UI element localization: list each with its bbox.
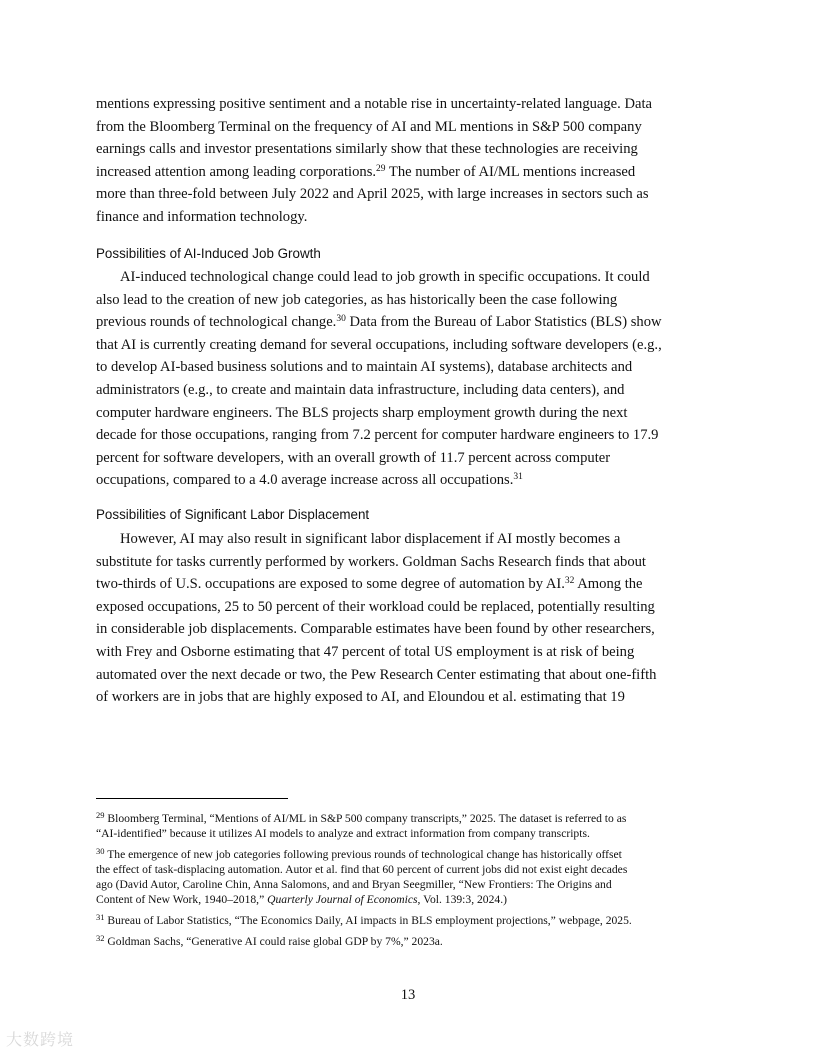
text-run: computer hardware engineers. The BLS projects sharp employment growth during the next (96, 404, 628, 421)
text-run: “AI-identified” because it utilizes AI models to analyze and extract information from company transcripts. (96, 827, 590, 840)
text-run: of workers are in jobs that are highly exposed to AI, and Eloundou et al. estimating that 19 (96, 689, 625, 706)
footnote-ref: 31 (96, 912, 105, 922)
footnote-line (96, 862, 736, 877)
text-run: exposed occupations, 25 to 50 percent of their workload could be replaced, potentially resulting (96, 598, 655, 615)
watermark-text: 大数跨境 (6, 1030, 75, 1049)
text-run: two-thirds of U.S. occupations are exposed to some degree of automation by AI. (96, 576, 565, 593)
paragraph-labor-displacement (96, 528, 736, 709)
watermark-logo (6, 1027, 74, 1050)
text-line (96, 289, 736, 312)
footnote-line (96, 847, 736, 862)
text-run: However, AI may also result in significant labor displacement if AI mostly becomes a (120, 531, 621, 547)
text-line (96, 528, 736, 551)
text-run: Goldman Sachs, “Generative AI could raise global GDP by 7%,” 2023a. (104, 935, 443, 948)
footnote (96, 847, 736, 907)
text-run: also lead to the creation of new job categories, as has historically been the case following (96, 291, 618, 308)
text-line (96, 334, 736, 357)
text-line (96, 618, 736, 641)
text-line (96, 664, 736, 687)
text-run: decade for those occupations, ranging from 7.2 percent for computer hardware engineers to 17.9 (96, 427, 659, 444)
text-line (96, 379, 736, 402)
text-run: occupations, compared to a 4.0 average increase across all occupations. (96, 472, 514, 489)
footnote-line (96, 811, 736, 826)
footnote-line (96, 877, 736, 892)
text-line (96, 573, 736, 596)
text-run: previous rounds of technological change. (96, 314, 337, 331)
footnotes (96, 811, 736, 955)
text-run: Data from the Bureau of Labor Statistics (BLS) show (345, 314, 662, 331)
text-line (96, 266, 736, 289)
text-line (96, 116, 736, 139)
text-line (96, 551, 736, 574)
text-run: in considerable job displacements. Comparable estimates have been found by other researchers, (96, 621, 655, 638)
text-run: increased attention among leading corporations. (96, 163, 377, 180)
footnote-line (96, 826, 736, 841)
footnote-ref: 30 (96, 846, 105, 856)
footnote (96, 913, 736, 928)
footnote-ref: 30 (336, 314, 346, 325)
footnote-separator (96, 798, 288, 799)
text-line (96, 93, 736, 116)
footnote-line (96, 892, 736, 907)
footnote-ref: 31 (513, 472, 523, 483)
text-line (96, 424, 736, 447)
text-line (96, 206, 736, 229)
text-line (96, 402, 736, 425)
section-heading-labor-displacement: Possibilities of Significant Labor Displacement (96, 507, 370, 522)
text-run: percent for software developers, with an overall growth of 11.7 percent across computer (96, 449, 611, 466)
footnote (96, 934, 736, 949)
text-run: The emergence of new job categories following previous rounds of technological change has historically offset (104, 848, 622, 861)
text-line (96, 686, 736, 709)
text-run: to develop AI-based business solutions and to maintain AI systems), database architects and (96, 359, 633, 376)
text-line (96, 596, 736, 619)
text-run: that AI is currently creating demand for several occupations, including software developers (e.g., (96, 336, 662, 353)
text-run: , Vol. 139:3, 2024.) (417, 893, 507, 906)
footnote-ref: 32 (96, 933, 105, 943)
page-number: 13 (400, 987, 416, 1003)
text-run: Content of New Work, 1940–2018,” (96, 893, 268, 906)
text-run: mentions expressing positive sentiment and a notable rise in uncertainty-related language. Data (96, 96, 653, 112)
text-line (96, 447, 736, 470)
text-run: substitute for tasks currently performed by workers. Goldman Sachs Research finds that about (96, 553, 646, 570)
footnote-line (96, 934, 736, 949)
text-run: finance and information technology. (96, 208, 308, 225)
text-run: AI-induced technological change could lead to job growth in specific occupations. It could (120, 269, 650, 285)
text-line (96, 356, 736, 379)
text-line (96, 469, 736, 492)
text-run: earnings calls and investor presentations similarly show that these technologies are receiving (96, 141, 638, 158)
footnote-line (96, 913, 736, 928)
text-run: Bureau of Labor Statistics, “The Economics Daily, AI impacts in BLS employment projections,” webpage, 2025. (104, 914, 632, 927)
text-line (96, 183, 736, 206)
text-run: Among the (574, 576, 643, 593)
footnote (96, 811, 736, 841)
text-run: The number of AI/ML mentions increased (385, 163, 636, 180)
footnote-ref: 29 (376, 163, 386, 174)
text-run: from the Bloomberg Terminal on the frequency of AI and ML mentions in S&P 500 company (96, 118, 642, 135)
text-run: ago (David Autor, Caroline Chin, Anna Salomons, and and Bryan Seegmiller, “New Frontiers: The Origins and (96, 878, 612, 891)
footnote-ref: 29 (96, 810, 105, 820)
text-run: automated over the next decade or two, the Pew Research Center estimating that about one-fifth (96, 666, 657, 683)
text-run: more than three-fold between July 2022 and April 2025, with large increases in sectors such as (96, 186, 649, 203)
text-line (96, 311, 736, 334)
footnote-ref: 32 (564, 576, 575, 587)
text-line (96, 161, 736, 184)
section-heading-job-growth: Possibilities of AI-Induced Job Growth (96, 246, 321, 261)
text-line (96, 138, 736, 161)
paragraph-continuation (96, 93, 736, 229)
text-run: Quarterly Journal of Economics (267, 893, 418, 906)
text-run: administrators (e.g., to create and maintain data infrastructure, including data centers), and (96, 381, 625, 398)
text-run: with Frey and Osborne estimating that 47 percent of total US employment is at risk of being (96, 643, 635, 660)
paragraph-job-growth (96, 266, 736, 492)
text-run: Bloomberg Terminal, “Mentions of AI/ML in S&P 500 company transcripts,” 2025. The dataset is referred to as (104, 812, 627, 825)
text-run: the effect of task-displacing automation. Autor et al. find that 60 percent of current jobs did not exist eight decades (96, 863, 628, 876)
text-line (96, 641, 736, 664)
